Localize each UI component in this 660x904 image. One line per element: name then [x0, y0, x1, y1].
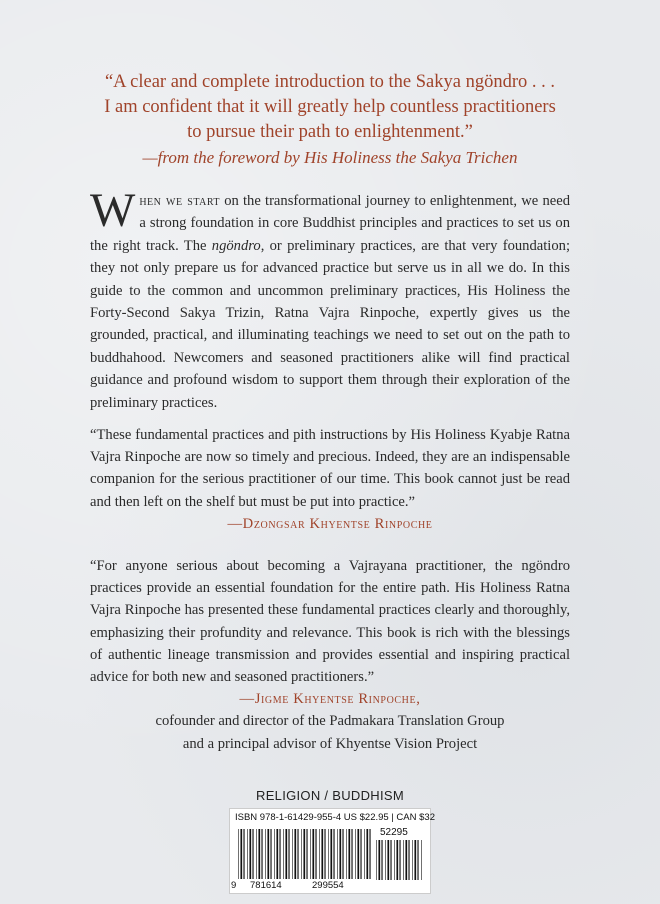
- barcode-bar: [306, 829, 307, 879]
- barcode-bar: [267, 829, 269, 879]
- barcode-bar: [297, 829, 298, 879]
- foreword-quote-line-1: “A clear and complete introduction to the Sakya ngöndro . . .: [104, 72, 556, 92]
- endorsement-1-author: —Dzongsar Khyentse Rinpoche: [227, 515, 433, 532]
- book-description: [90, 184, 570, 414]
- barcode-bar: [252, 829, 253, 879]
- barcode-bar: [303, 829, 305, 879]
- barcode-bar: [378, 840, 380, 880]
- foreword-attribution: —from the foreword by His Holiness the Sakya Trichen: [142, 148, 518, 167]
- barcode-bar: [243, 829, 244, 879]
- barcode-bar: [351, 829, 352, 879]
- barcode-bar: [319, 829, 320, 879]
- barcode-bar: [381, 840, 382, 880]
- barcode-bar: [396, 840, 398, 880]
- barcode-bar: [355, 829, 356, 879]
- barcode-digits-left: 781614: [250, 880, 282, 891]
- barcode-bar: [288, 829, 289, 879]
- barcode-bar: [414, 840, 416, 880]
- barcode-bar: [337, 829, 338, 879]
- barcode-bar: [369, 829, 370, 879]
- barcode-bar: [294, 829, 296, 879]
- barcode-bar: [399, 840, 400, 880]
- barcode-bar: [360, 829, 361, 879]
- barcode-bar: [312, 829, 314, 879]
- barcode-bar: [301, 829, 302, 879]
- barcode-bar: [342, 829, 343, 879]
- barcode-bar: [258, 829, 260, 879]
- barcode-bar: [283, 829, 284, 879]
- isbn-price-line: ISBN 978-1-61429-955-4 US $22.95 | CAN $32: [235, 812, 435, 823]
- endorsement-dzongsar: [90, 424, 570, 535]
- barcode-bar: [279, 829, 280, 879]
- endorsement-2-role-2: and a principal advisor of Khyentse Vision Project: [182, 735, 478, 752]
- barcode-digits-right: 299554: [312, 880, 344, 891]
- barcode-bar: [315, 829, 316, 879]
- barcode-bar: [270, 829, 271, 879]
- barcode-bar: [339, 829, 341, 879]
- barcode-bar: [394, 840, 395, 880]
- barcode-bar: [276, 829, 278, 879]
- price-barcode: [376, 840, 424, 880]
- barcode-bar: [376, 840, 377, 880]
- barcode-bar: [387, 840, 389, 880]
- barcode-bar: [385, 840, 386, 880]
- isbn-barcode: [238, 829, 372, 879]
- bisac-category: RELIGION / BUDDHISM: [256, 788, 404, 803]
- barcode-bar: [321, 829, 323, 879]
- endorsement-2-author: —Jigme Khyentse Rinpoche,: [239, 691, 421, 708]
- barcode-bar: [256, 829, 257, 879]
- barcode-bar: [247, 829, 248, 879]
- barcode-bar: [240, 829, 242, 879]
- barcode-bar: [328, 829, 329, 879]
- barcode-bar: [238, 829, 239, 879]
- barcode-bar: [421, 840, 422, 880]
- endorsement-1-text: “These fundamental practices and pith instructions by His Holiness Kyabje Ratna Vajra Rinpoche are now so timely and precious. Indeed, they are an indispensable companion for the serious practitioner of our time. This book cannot just be read and then left on the shelf but must be put into practice.”: [90, 427, 570, 510]
- barcode-bar: [324, 829, 325, 879]
- barcode-bar: [285, 829, 287, 879]
- barcode-bar: [261, 829, 262, 879]
- barcode-bar: [310, 829, 311, 879]
- ngondro-term: ngöndro: [211, 237, 261, 254]
- barcode-bar: [249, 829, 251, 879]
- barcode-bar: [364, 829, 365, 879]
- opening-smallcaps: hen we start: [139, 193, 221, 209]
- barcode-bar: [357, 829, 359, 879]
- barcode-bar: [412, 840, 413, 880]
- description-text-a: on the transformational journey to enlightenment, we need a strong foundation in core Buddhist principles and practices to set us on the right track. The: [90, 193, 570, 254]
- foreword-quote-line-3: to pursue their path to enlightenment.”: [187, 122, 473, 142]
- endorsement-jigme: [90, 555, 570, 755]
- barcode-bar: [274, 829, 275, 879]
- endorsement-2-text: “For anyone serious about becoming a Vajrayana practitioner, the ngöndro practices provide an essential foundation for the entire path. His Holiness Ratna Vajra Rinpoche has presented these fundamental practices clearly and thoroughly, emphasizing their profundity and relevance. This book is rich with the blessings of authentic lineage transmission and provides essential and inspiring practical advice for both new and seasoned practitioners.”: [90, 558, 570, 686]
- barcode-bar: [417, 840, 418, 880]
- barcode-box: [229, 808, 435, 894]
- endorsement-2-role-1: cofounder and director of the Padmakara Translation Group: [155, 713, 505, 730]
- barcode-bar: [330, 829, 332, 879]
- foreword-quote-line-2: I am confident that it will greatly help countless practitioners: [104, 97, 556, 117]
- barcode-bar: [348, 829, 350, 879]
- barcode-bar: [403, 840, 404, 880]
- barcode-bar: [346, 829, 347, 879]
- barcode-bar: [408, 840, 409, 880]
- drop-cap: W: [90, 184, 136, 237]
- barcode-bar: [405, 840, 407, 880]
- barcode-bar: [366, 829, 368, 879]
- barcode-bar: [292, 829, 293, 879]
- barcode-bar: [265, 829, 266, 879]
- description-text-b: , or preliminary practices, are that very foundation; they not only prepare us for advanced practice but serve us in all we do. In this guide to the common and uncommon preliminary practices, His Holiness the Forty-Second Sakya Trizin, Ratna Vajra Rinpoche, expertly gives us the grounded, practical, and illuminating teachings we need to set out on the path to buddhahood. Newcomers and seasoned practitioners alike will find practical guidance and profound wisdom to support them through their exploration of the preliminary practices.: [90, 237, 570, 411]
- barcode-digit-lead: 9: [231, 880, 237, 891]
- price-code: 52295: [380, 827, 408, 838]
- barcode-bar: [333, 829, 334, 879]
- barcode-bar: [390, 840, 391, 880]
- foreword-quote: [40, 70, 620, 170]
